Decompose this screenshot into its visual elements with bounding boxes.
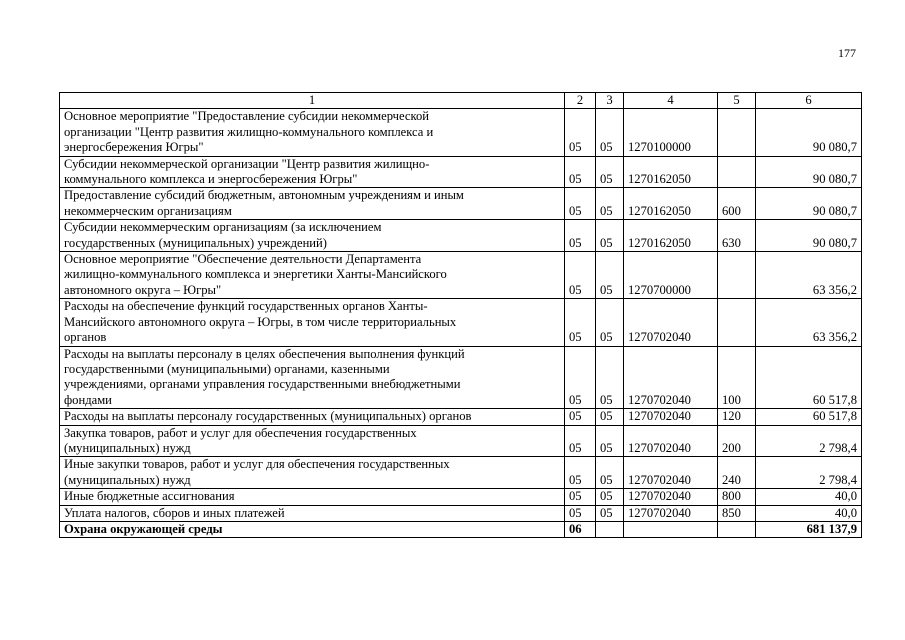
subsection-code-cell: 05 (596, 409, 624, 425)
row-name-cell (60, 457, 565, 489)
expense-type-cell: 850 (718, 505, 756, 521)
subsection-code-cell: 05 (596, 425, 624, 457)
row-name-line: Иные бюджетные ассигнования (64, 489, 235, 504)
row-name-line: жилищно-коммунального комплекса и энергетики Ханты-Мансийского (64, 267, 447, 282)
row-name-line: Основное мероприятие "Предоставление субсидии некоммерческой (64, 109, 430, 124)
row-name-line: автономного округа – Югры" (64, 282, 222, 297)
amount-cell: 90 080,7 (756, 109, 862, 156)
table-row (60, 489, 862, 505)
total-expense-type-cell (718, 521, 756, 537)
row-name-cell (60, 489, 565, 505)
target-code-cell: 1270162050 (624, 188, 718, 220)
expense-type-cell (718, 299, 756, 346)
row-name-line: энергосбережения Югры" (64, 140, 204, 155)
row-name-cell (60, 252, 565, 299)
table-row (60, 252, 862, 299)
subsection-code-cell: 05 (596, 346, 624, 409)
table-row (60, 156, 862, 188)
subsection-code-cell: 05 (596, 252, 624, 299)
target-code-cell: 1270162050 (624, 156, 718, 188)
budget-table-body (60, 93, 862, 538)
row-name-cell (60, 188, 565, 220)
subsection-code-cell: 05 (596, 109, 624, 156)
budget-table (59, 92, 862, 538)
row-name-cell (60, 299, 565, 346)
subsection-code-cell: 05 (596, 220, 624, 252)
amount-cell: 40,0 (756, 505, 862, 521)
row-name-line: Расходы на обеспечение функций государственных органов Ханты- (64, 299, 428, 314)
header-cell-2: 2 (565, 93, 596, 109)
expense-type-cell: 100 (718, 346, 756, 409)
subsection-code-cell: 05 (596, 505, 624, 521)
header-cell-3: 3 (596, 93, 624, 109)
total-subsection-code-cell (596, 521, 624, 537)
header-cell-6: 6 (756, 93, 862, 109)
target-code-cell: 1270702040 (624, 457, 718, 489)
section-code-cell: 05 (565, 505, 596, 521)
expense-type-cell (718, 156, 756, 188)
section-code-cell: 05 (565, 220, 596, 252)
total-target-code-cell (624, 521, 718, 537)
amount-cell: 63 356,2 (756, 299, 862, 346)
row-name-cell (60, 425, 565, 457)
target-code-cell: 1270702040 (624, 489, 718, 505)
section-code-cell: 05 (565, 188, 596, 220)
row-name-line: фондами (64, 392, 112, 407)
row-name-line: некоммерческим организациям (64, 203, 232, 218)
row-name-line: Расходы на выплаты персоналу государственных (муниципальных) органов (64, 409, 472, 424)
row-name-line: (муниципальных) нужд (64, 472, 191, 487)
row-name-line: Расходы на выплаты персоналу в целях обеспечения выполнения функций (64, 346, 465, 361)
expense-type-cell: 200 (718, 425, 756, 457)
table-row (60, 188, 862, 220)
expense-type-cell (718, 109, 756, 156)
header-cell-5: 5 (718, 93, 756, 109)
target-code-cell: 1270702040 (624, 346, 718, 409)
section-code-cell: 05 (565, 156, 596, 188)
subsection-code-cell: 05 (596, 188, 624, 220)
table-row (60, 425, 862, 457)
row-name-cell (60, 220, 565, 252)
expense-type-cell: 630 (718, 220, 756, 252)
table-row (60, 220, 862, 252)
row-name-line: (муниципальных) нужд (64, 440, 191, 455)
row-name-line: органов (64, 330, 107, 345)
section-code-cell: 05 (565, 299, 596, 346)
row-name-line: Закупка товаров, работ и услуг для обеспечения государственных (64, 425, 417, 440)
section-code-cell: 05 (565, 346, 596, 409)
amount-cell: 40,0 (756, 489, 862, 505)
row-name-line: Субсидии некоммерческой организации "Центр развития жилищно- (64, 156, 430, 171)
row-name-line: государственных (муниципальных) учреждений) (64, 235, 327, 250)
table-row (60, 457, 862, 489)
total-name-cell: Охрана окружающей среды (60, 521, 565, 537)
target-code-cell: 1270702040 (624, 425, 718, 457)
target-code-cell: 1270702040 (624, 299, 718, 346)
row-name-cell (60, 505, 565, 521)
subsection-code-cell: 05 (596, 489, 624, 505)
row-name-line: государственными (муниципальными) органами, казенными (64, 361, 390, 376)
expense-type-cell: 800 (718, 489, 756, 505)
table-row (60, 109, 862, 156)
row-name-line: учреждениями, органами управления государственными внебюджетными (64, 377, 461, 392)
subsection-code-cell: 05 (596, 156, 624, 188)
row-name-line: Мансийского автономного округа – Югры, в том числе территориальных (64, 314, 457, 329)
amount-cell: 90 080,7 (756, 156, 862, 188)
row-name-cell (60, 346, 565, 409)
row-name-line: коммунального комплекса и энергосбережения Югры" (64, 172, 358, 187)
section-code-cell: 05 (565, 109, 596, 156)
row-name-line: Уплата налогов, сборов и иных платежей (64, 505, 285, 520)
amount-cell: 2 798,4 (756, 457, 862, 489)
row-name-line: Субсидии некоммерческим организациям (за исключением (64, 220, 382, 235)
section-code-cell: 05 (565, 252, 596, 299)
section-code-cell: 05 (565, 457, 596, 489)
expense-type-cell: 240 (718, 457, 756, 489)
expense-type-cell: 600 (718, 188, 756, 220)
table-row (60, 505, 862, 521)
amount-cell: 90 080,7 (756, 188, 862, 220)
amount-cell: 63 356,2 (756, 252, 862, 299)
target-code-cell: 1270700000 (624, 252, 718, 299)
row-name-cell (60, 109, 565, 156)
table-header-row (60, 93, 862, 109)
total-section-code-cell: 06 (565, 521, 596, 537)
target-code-cell: 1270702040 (624, 505, 718, 521)
table-row (60, 409, 862, 425)
header-cell-1: 1 (60, 93, 565, 109)
row-name-line: Предоставление субсидий бюджетным, автономным учреждениям и иным (64, 188, 464, 203)
amount-cell: 2 798,4 (756, 425, 862, 457)
table-row (60, 299, 862, 346)
expense-type-cell: 120 (718, 409, 756, 425)
target-code-cell: 1270100000 (624, 109, 718, 156)
header-cell-4: 4 (624, 93, 718, 109)
amount-cell: 60 517,8 (756, 409, 862, 425)
amount-cell: 90 080,7 (756, 220, 862, 252)
target-code-cell: 1270162050 (624, 220, 718, 252)
page-number: 177 (838, 46, 856, 60)
row-name-line: Иные закупки товаров, работ и услуг для обеспечения государственных (64, 457, 450, 472)
row-name-line: Основное мероприятие "Обеспечение деятельности Департамента (64, 252, 422, 267)
section-code-cell: 05 (565, 489, 596, 505)
row-name-line: организации "Центр развития жилищно-коммунального комплекса и (64, 124, 434, 139)
row-name-cell (60, 409, 565, 425)
section-code-cell: 05 (565, 409, 596, 425)
amount-cell: 60 517,8 (756, 346, 862, 409)
expense-type-cell (718, 252, 756, 299)
target-code-cell: 1270702040 (624, 409, 718, 425)
row-name-cell (60, 156, 565, 188)
table-row (60, 346, 862, 409)
section-code-cell: 05 (565, 425, 596, 457)
total-row (60, 521, 862, 537)
total-amount-cell: 681 137,9 (756, 521, 862, 537)
subsection-code-cell: 05 (596, 299, 624, 346)
subsection-code-cell: 05 (596, 457, 624, 489)
